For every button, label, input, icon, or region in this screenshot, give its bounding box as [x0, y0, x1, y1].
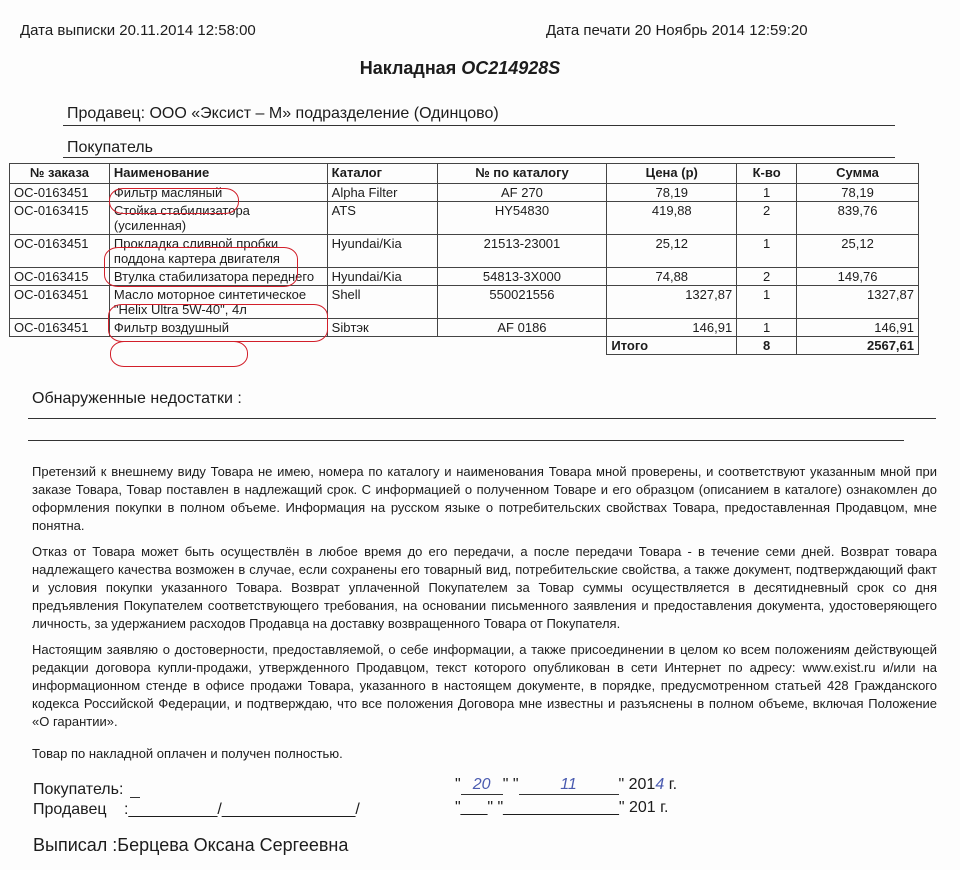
page-title: [0, 58, 920, 79]
buyer-underline: [63, 157, 895, 158]
annotation-circle: [104, 247, 298, 287]
buyer-day: 20: [472, 776, 491, 793]
cell-catalog: Hyundai/Kia: [327, 235, 437, 268]
cell-part: HY54830: [437, 202, 607, 235]
col-part-number: № по каталогу: [437, 164, 607, 184]
total-qty: 8: [737, 337, 797, 355]
buyer-year-prefix: 201: [628, 776, 656, 793]
cell-order: OC-0163451: [10, 184, 110, 202]
seller-signature-label: Продавец: [33, 801, 107, 818]
total-label: Итого: [607, 337, 737, 355]
defects-line: [28, 440, 904, 441]
terms-paragraph: Претензий к внешнему виду Товара не имею, номера по каталогу и наименования Товара мной проверены, и соответствуют указанным мной при заказе Товара, Товар поставлен в надлежащий срок. С информацией о полученном Товаре и его образцом (описанием в каталоге) ознакомлен до оформления покупки в полном объеме. Информация на русском языке о потребительских свойствах Товара, предоставленная Продавцом, мне понятна.: [32, 464, 937, 533]
cell-sum: 146,91: [797, 319, 919, 337]
issue-date: Дата выписки 20.11.2014 12:58:00: [20, 22, 256, 39]
cell-sum: 149,76: [797, 268, 919, 286]
buyer-signature-line: [130, 797, 140, 798]
cell-order: OC-0163451: [10, 319, 110, 337]
seller-signature-blank: :__________/_______________/: [124, 801, 360, 818]
buyer-year-suffix: г.: [668, 776, 678, 793]
cell-catalog: Hyundai/Kia: [327, 268, 437, 286]
buyer-year-digit: 4: [655, 776, 665, 793]
table-header-row: [10, 164, 919, 184]
cell-order: OC-0163451: [10, 235, 110, 268]
cell-qty: 1: [737, 319, 797, 337]
title-label: Накладная: [359, 58, 457, 78]
cell-price: 419,88: [607, 202, 737, 235]
cell-part: 54813-3X000: [437, 268, 607, 286]
cell-qty: 2: [737, 202, 797, 235]
buyer-month: 11: [560, 776, 577, 793]
cell-price: 25,12: [607, 235, 737, 268]
defects-line: [28, 418, 936, 419]
col-order: № заказа: [10, 164, 110, 184]
defects-label: Обнаруженные недостатки :: [32, 390, 242, 407]
cell-catalog: Sibтэк: [327, 319, 437, 337]
cell-name: Втулка стабилизатора переднего: [109, 268, 327, 286]
seller-underline: [63, 125, 895, 126]
cell-qty: 1: [737, 184, 797, 202]
col-price: Цена (р): [607, 164, 737, 184]
cell-sum: 1327,87: [797, 286, 919, 319]
terms-paragraph: Настоящим заявляю о достоверности, предоставляемой, о себе информации, а также присоединении в целом ко всем положениям действующей редакции договора купли-продажи, утвержденного Продавцом, текст которого опубликован в сети Интернет по адресу: www.exist.ru и/или на информационном стенде в офисе продажи Товара, указанного в настоящем документе, в порядке, предусмотренном статьей 428 Гражданского кодекса Российской Федерации, и подтверждаю, что все положения Договора мне известны и разъяснены в полном объеме, включая Положение «О гарантии».: [32, 642, 937, 729]
cell-part: 21513-23001: [437, 235, 607, 268]
cell-catalog: Shell: [327, 286, 437, 319]
cell-name: Фильтр воздушный: [109, 319, 327, 337]
cell-catalog: ATS: [327, 202, 437, 235]
annotation-circle: [110, 341, 248, 367]
cell-part: AF 0186: [437, 319, 607, 337]
invoice-number: OC214928S: [461, 58, 561, 78]
col-catalog: Каталог: [327, 164, 437, 184]
annotation-circle: [109, 188, 239, 214]
col-name: Наименование: [109, 164, 327, 184]
cell-name: Стойка стабилизатора (усиленная): [109, 202, 327, 235]
cell-sum: 839,76: [797, 202, 919, 235]
seller-line: Продавец: ООО «Эксист – М» подразделение (Одинцово): [67, 105, 499, 122]
cell-order: OC-0163451: [10, 286, 110, 319]
annotation-circle: [108, 304, 328, 342]
cell-qty: 2: [737, 268, 797, 286]
cell-sum: 78,19: [797, 184, 919, 202]
cell-qty: 1: [737, 286, 797, 319]
cell-price: 74,88: [607, 268, 737, 286]
cell-name: Фильтр масляный: [109, 184, 327, 202]
cell-sum: 25,12: [797, 235, 919, 268]
total-sum: 2567,61: [797, 337, 919, 355]
col-sum: Сумма: [797, 164, 919, 184]
print-date: Дата печати 20 Ноябрь 2014 12:59:20: [546, 22, 808, 39]
cell-part: AF 270: [437, 184, 607, 202]
issued-by: Выписал :Берцева Оксана Сергеевна: [33, 835, 349, 855]
terms-paragraph: Отказ от Товара может быть осуществлён в любое время до его передачи, а после передачи Товара - в течение семи дней. Возврат товара надлежащего качества возможен в случае, если сохранены его товарный вид, потребительские свойства, а также документ, подтверждающий факт и условия покупки указанного Товара. Возврат уплаченной Покупателем за Товар суммы осуществляется в десятидневный срок со дня предъявления Покупателем соответствующего требования, на основании письменного заявления и предоставления документа, удостоверяющего личность, за удержанием расходов Продавца на доставку возвращенного Товара от Покупателя.: [32, 544, 937, 631]
cell-price: 1327,87: [607, 286, 737, 319]
cell-price: 146,91: [607, 319, 737, 337]
cell-name: Масло моторное синтетическое "Helix Ultra 5W-40", 4л: [109, 286, 327, 319]
cell-name: Прокладка сливной пробки поддона картера двигателя: [109, 235, 327, 268]
terms-paragraph: Товар по накладной оплачен и получен полностью.: [32, 746, 343, 761]
seller-date: "___" "_____________" 201 г.: [455, 799, 669, 816]
col-qty: К-во: [737, 164, 797, 184]
buyer-date: " 20 " " 11 " 2014 г.: [455, 776, 678, 793]
buyer-signature-label: Покупатель:: [33, 781, 124, 798]
cell-qty: 1: [737, 235, 797, 268]
cell-order: OC-0163415: [10, 202, 110, 235]
cell-order: OC-0163415: [10, 268, 110, 286]
cell-part: 550021556: [437, 286, 607, 319]
cell-price: 78,19: [607, 184, 737, 202]
buyer-line: Покупатель: [67, 139, 153, 156]
cell-catalog: Alpha Filter: [327, 184, 437, 202]
